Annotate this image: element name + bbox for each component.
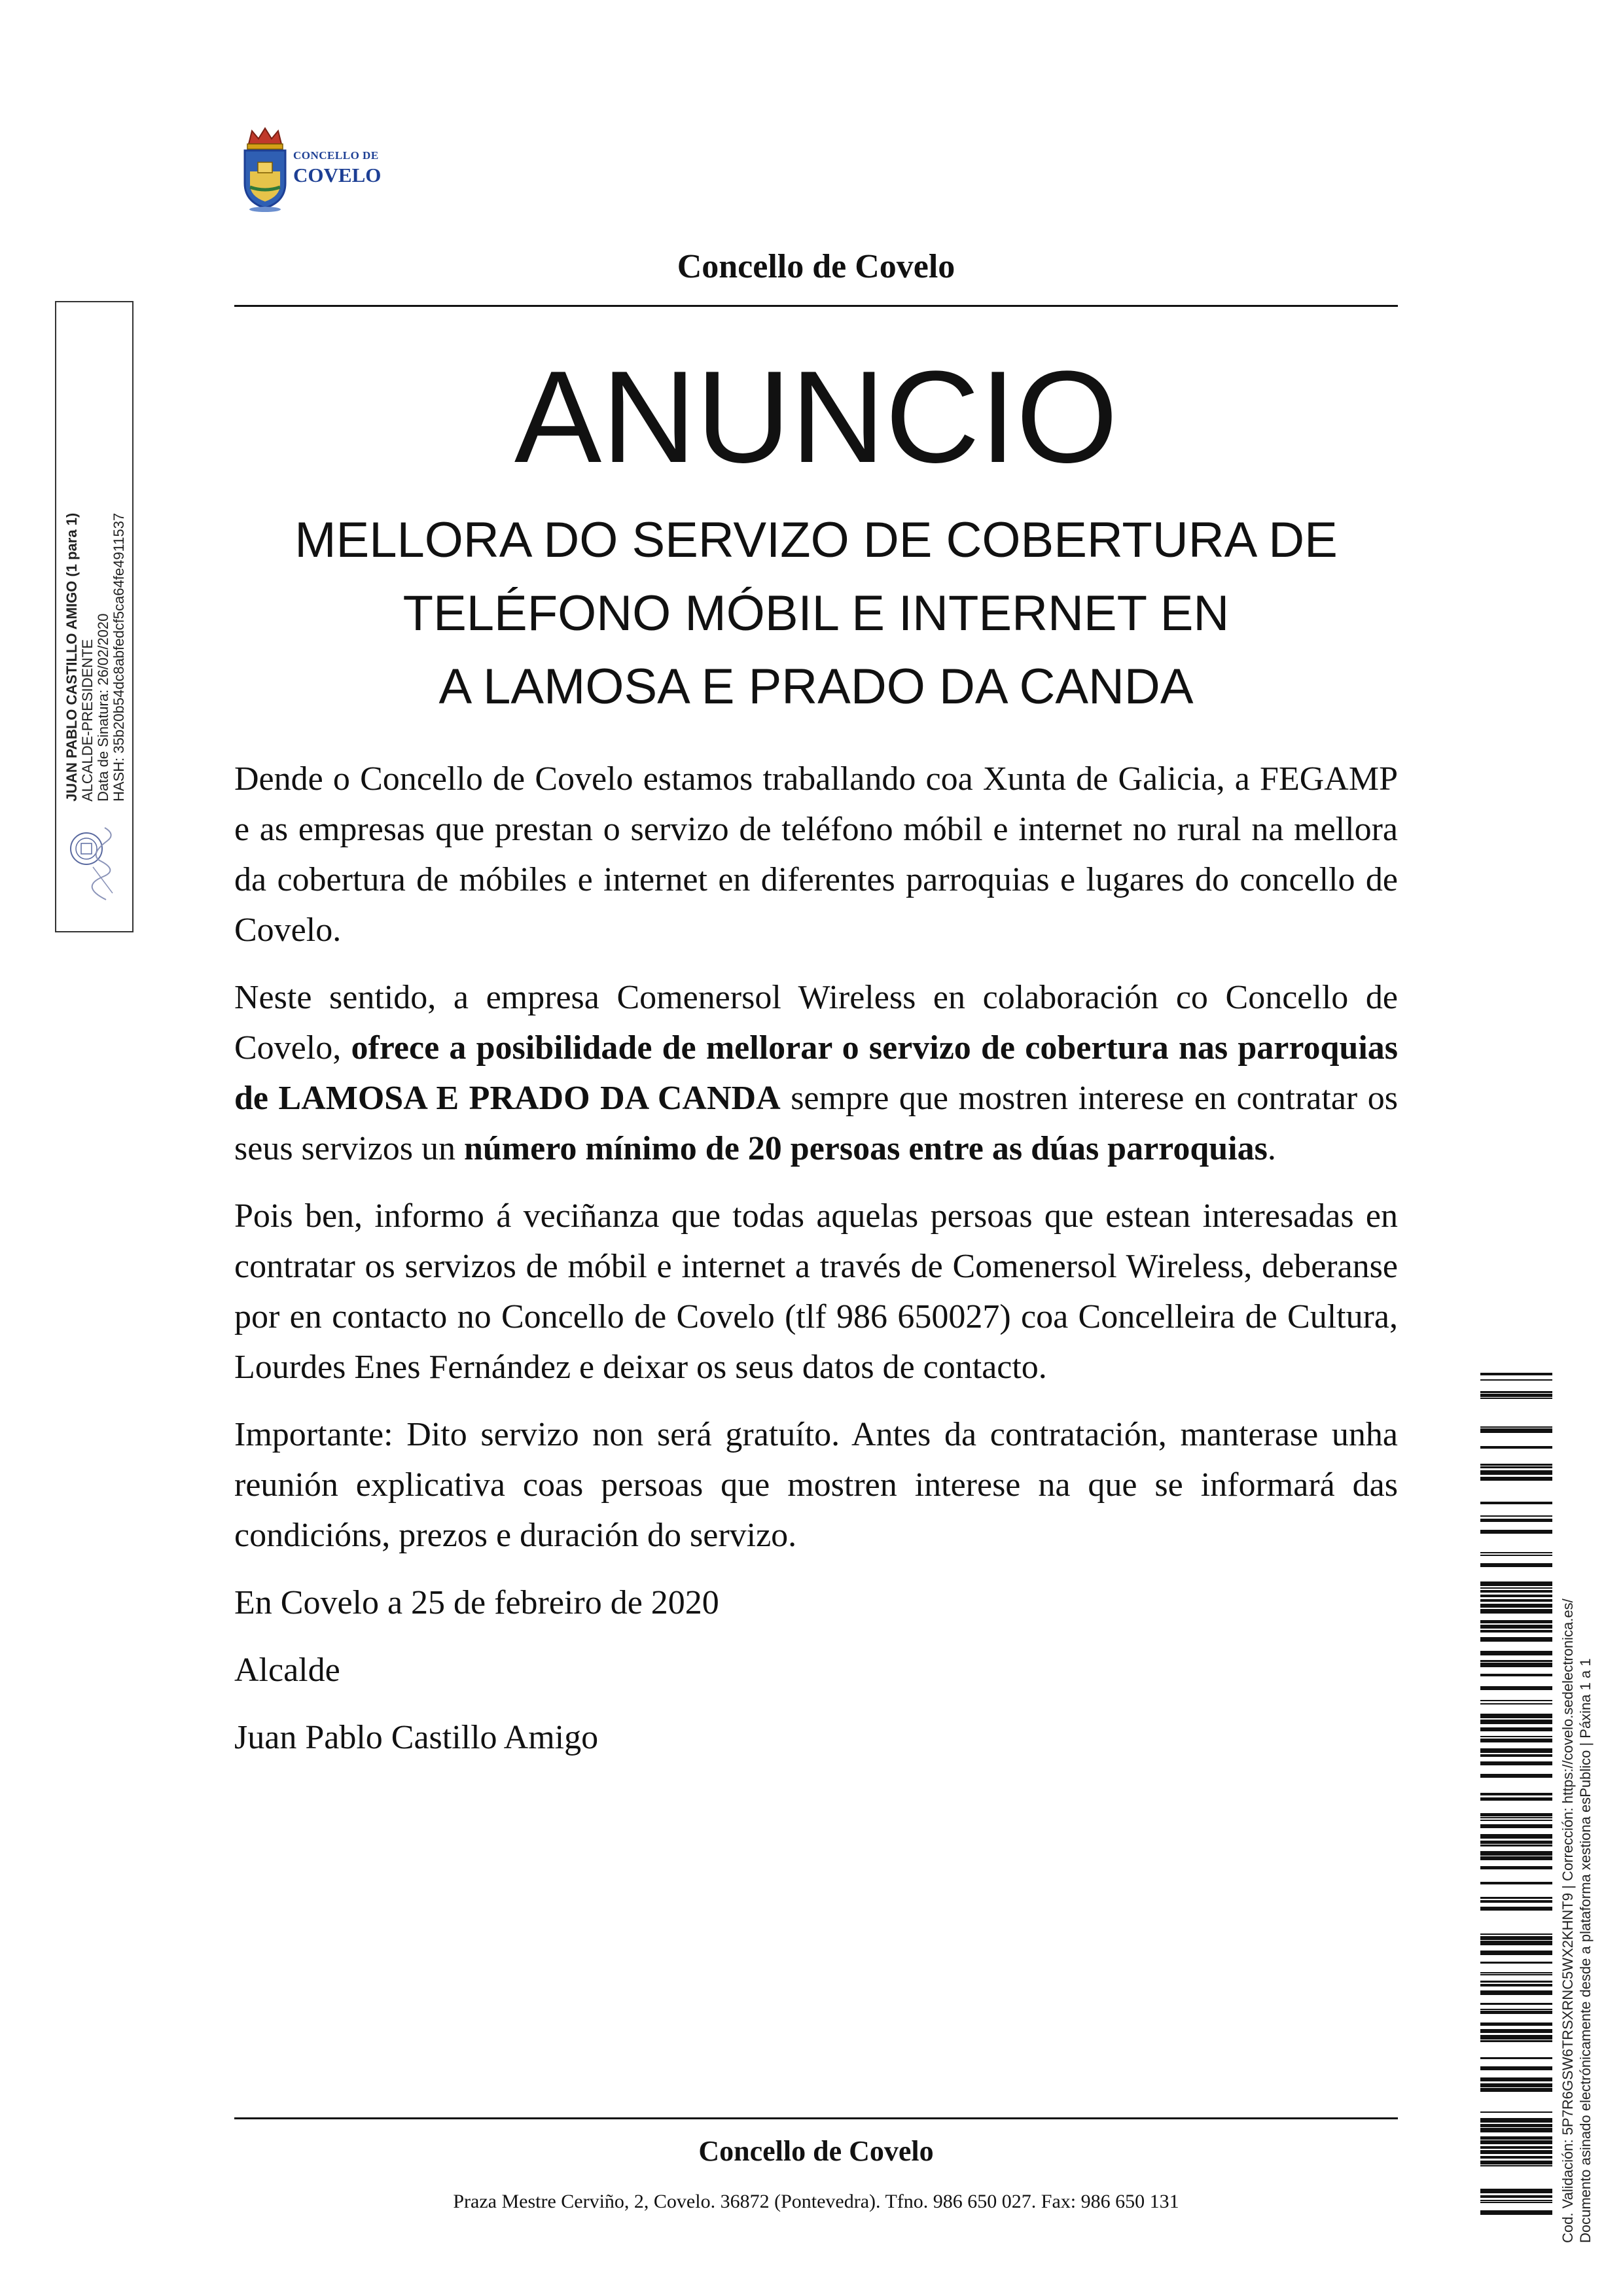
offer-text-2: sempre que mostren interese en contratar os seus servizos un [234, 1080, 1399, 1167]
header-title: Concello de Covelo [677, 248, 955, 285]
signature-hash: HASH: 35b20b54dc8abfedcf5ca64fe4911537 [111, 512, 127, 802]
subtitle-line: MELLORA DO SERVIZO DE COBERTURA DE [294, 512, 1338, 568]
coat-of-arms-icon [236, 124, 294, 213]
offer-highlight-1: ofrece a posibilidade de mellorar o servizo de cobertura nas parroquias de LAMOSA E PRADO DA CANDA [234, 1029, 1398, 1117]
signer-role: Alcalde [234, 1651, 340, 1689]
signature-stamp-icon [67, 821, 123, 906]
logo-text [293, 149, 381, 187]
footer-divider [234, 2117, 1398, 2119]
date-line: En Covelo a 25 de febreiro de 2020 [234, 1584, 719, 1621]
paragraph-offer [234, 972, 1398, 1174]
footer-title: Concello de Covelo [698, 2135, 934, 2167]
verification-block [1559, 1484, 1598, 2243]
subtitle-line: A LAMOSA E PRADO DA CANDA [438, 659, 1194, 715]
paragraph-contact: Pois ben, informo á veciñanza que todas aquelas persoas que estean interesadas en contratar os servizos de móbil e internet a través de Comenersol Wireless, deberanse por en contacto no Concello de Covelo (tlf 986 650027) coa Concelleira de Cultura, Lourdes Enes Fernández e deixar os seus datos de contacto. [234, 1197, 1398, 1386]
subtitle-line: TELÉFONO MÓBIL E INTERNET EN [402, 586, 1230, 641]
document-title: ANUNCIO [514, 344, 1118, 490]
header-divider [234, 305, 1398, 307]
offer-text-3: . [1267, 1130, 1276, 1167]
signature-date: Data de Sinatura: 26/02/2020 [95, 613, 111, 802]
paragraph-intro: Dende o Concello de Covelo estamos traballando coa Xunta de Galicia, a FEGAMP e as empresas que prestan o servizo de teléfono móbil e internet no rural na mellora da cobertura de móbiles e internet en diferentes parroquias e lugares do concello de Covelo. [234, 760, 1398, 949]
document-body [234, 754, 1398, 1780]
logo-line1: CONCELLO DE [293, 149, 379, 162]
footer-address: Praza Mestre Cerviño, 2, Covelo. 36872 (Pontevedra). Tfno. 986 650 027. Fax: 986 650 131 [453, 2191, 1179, 2212]
offer-highlight-2: número mínimo de 20 persoas entre as dúas parroquias [463, 1130, 1268, 1167]
signature-text [64, 513, 127, 802]
offer-text-1: Neste sentido, a empresa Comenersol Wireless en colaboración co Concello de Covelo, [234, 979, 1398, 1067]
signature-block [55, 301, 134, 932]
signature-role: ALCALDE-PRESIDENTE [79, 639, 96, 802]
document-subtitle [234, 504, 1398, 724]
signer-name: Juan Pablo Castillo Amigo [234, 1719, 599, 1756]
validation-barcode-icon [1480, 1373, 1552, 2236]
verification-text [1559, 1484, 1598, 2243]
paragraph-important: Importante: Dito servizo non será gratuíto. Antes da contratación, manterase unha reunión explicativa coas persoas que mostren interese na que se informará das condicións, prezos e duración do servizo. [234, 1416, 1398, 1554]
verification-line2: Documento asinado electrónicamente desde a plataforma xestiona esPublico | Páxina 1 a 1 [1577, 1658, 1594, 2243]
signature-signer: JUAN PABLO CASTILLO AMIGO (1 para 1) [63, 512, 80, 802]
logo-line2: COVELO [293, 164, 382, 186]
concello-logo [236, 124, 386, 213]
verification-line1: Cod. Validación: 5P7R6GSW6TRSXRNC5WX2KHNT9 | Corrección: https://covelo.sedelectronica.es/ [1560, 1598, 1576, 2243]
